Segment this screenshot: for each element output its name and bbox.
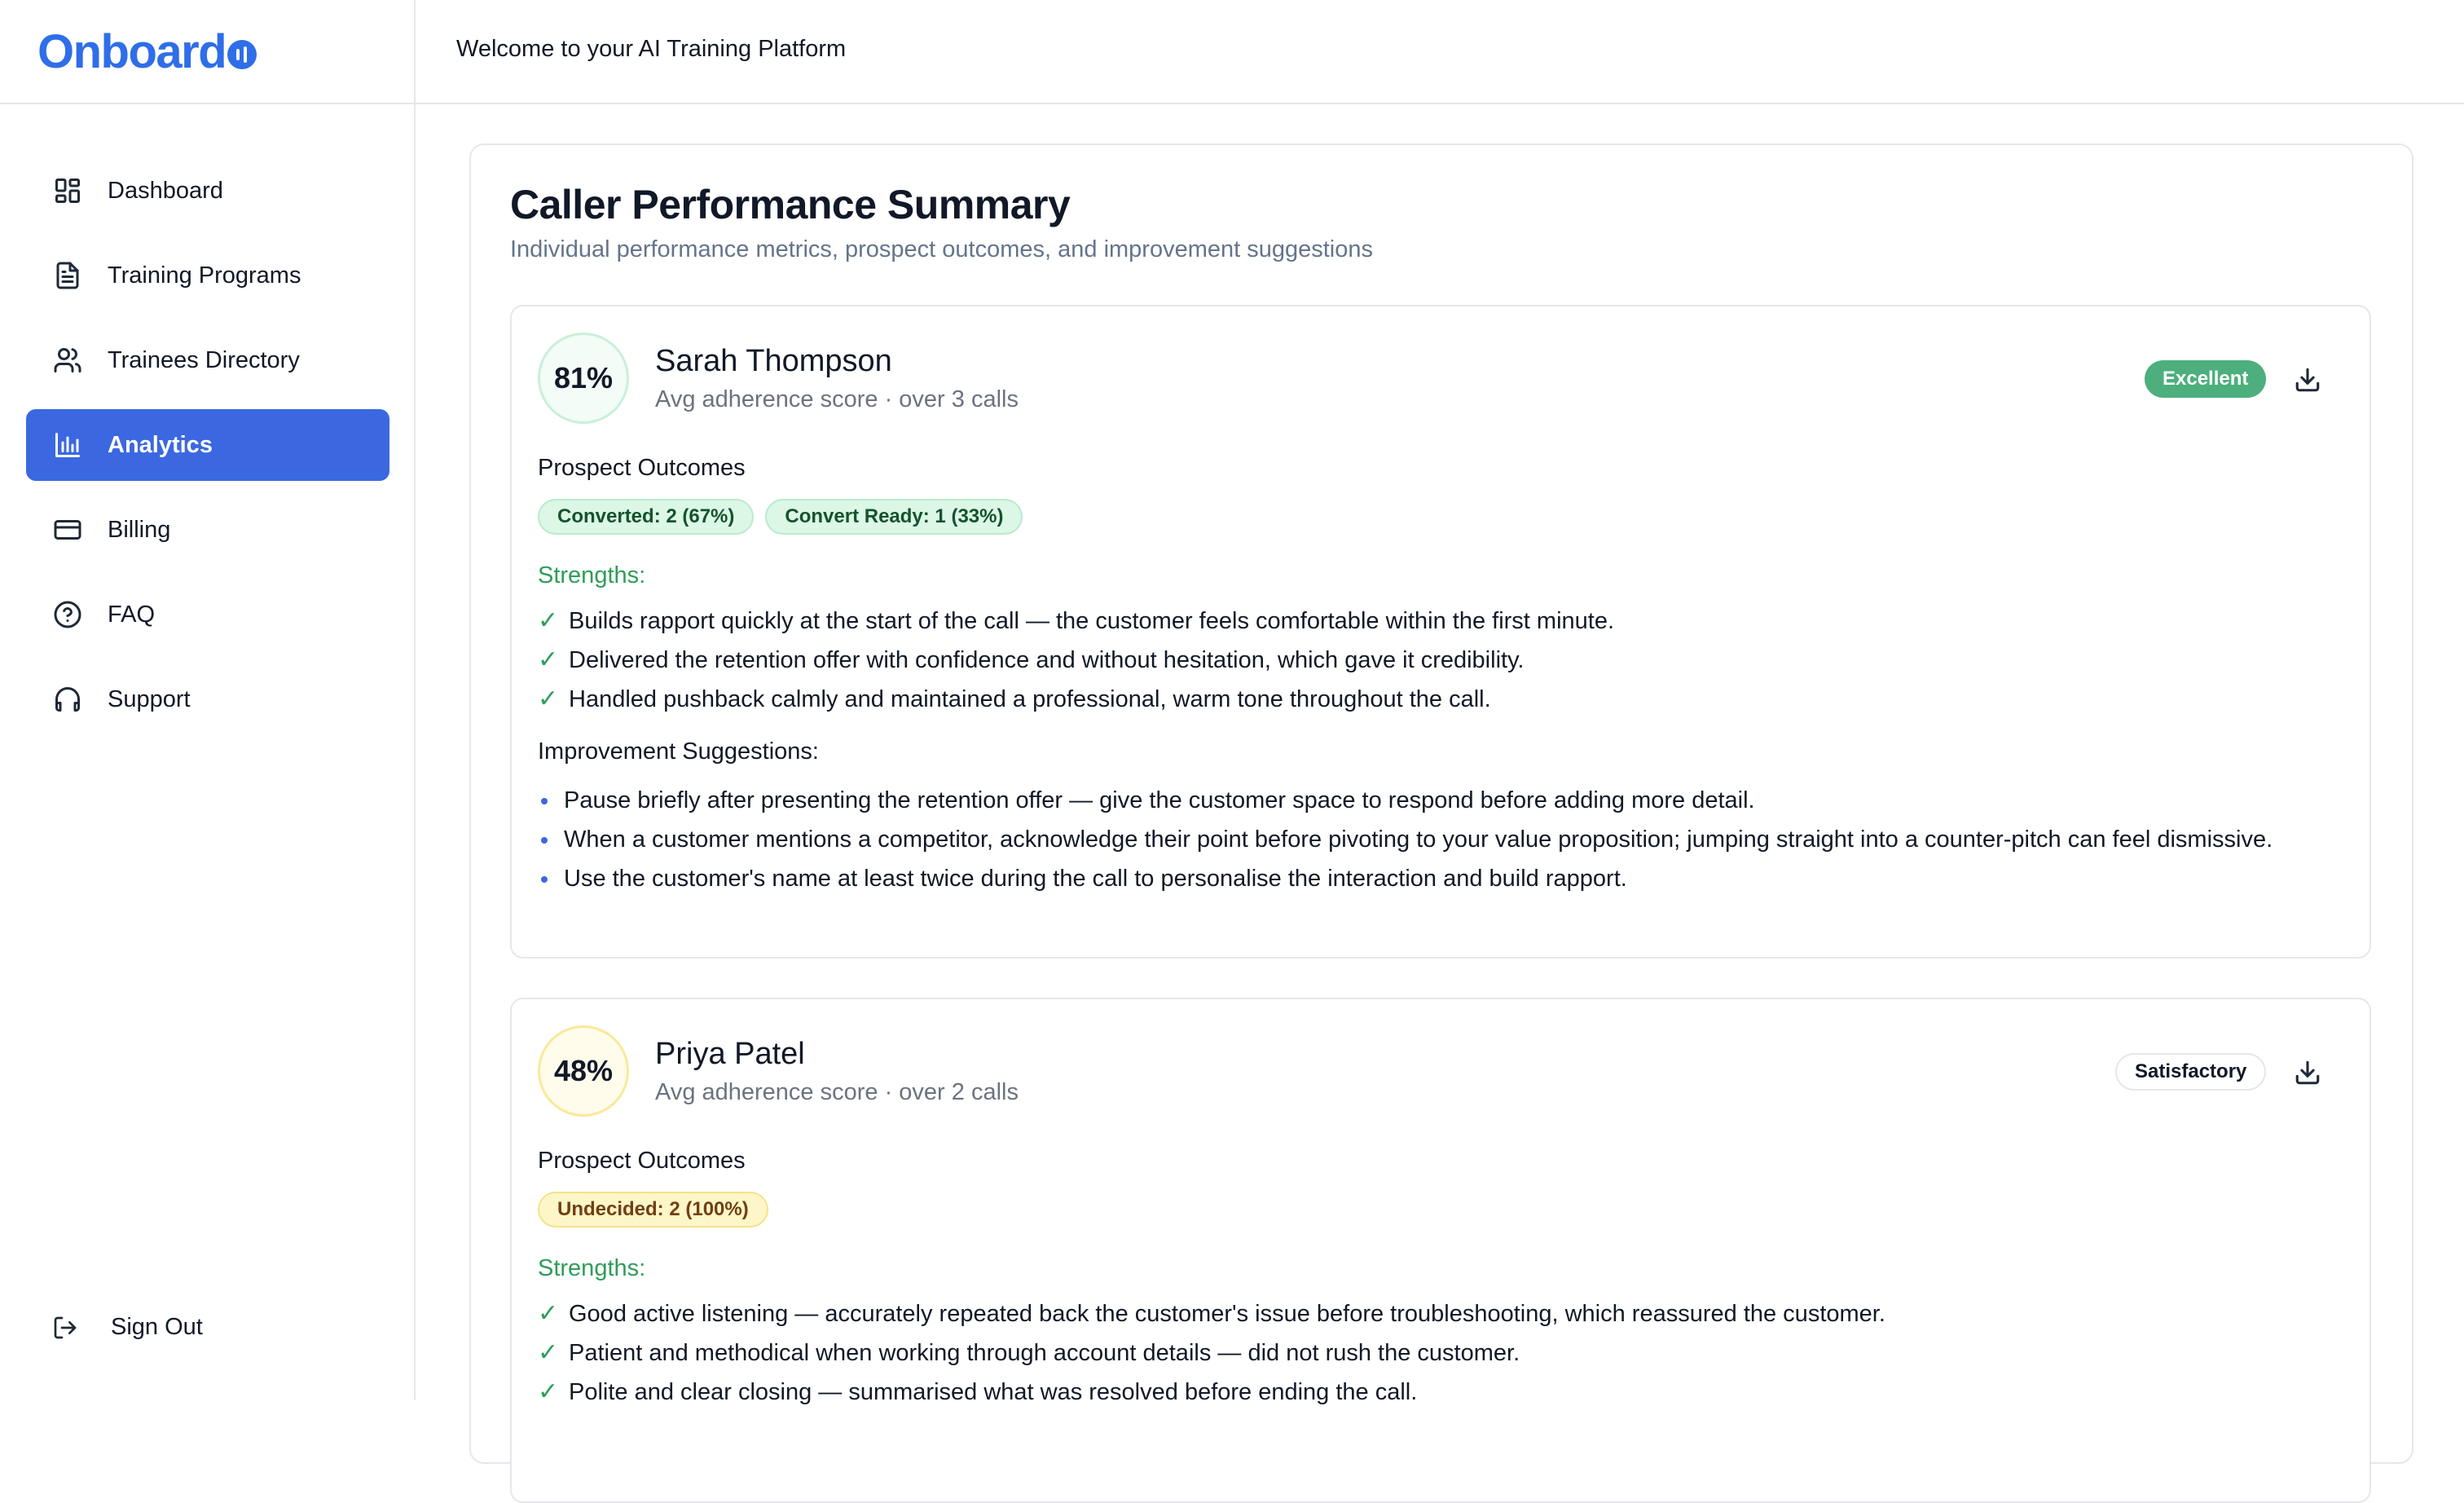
- download-icon: [2294, 1059, 2321, 1086]
- header-title: Welcome to your AI Training Platform: [456, 36, 847, 62]
- strength-text: Polite and clear closing — summarised what was resolved before ending the call.: [569, 1379, 1418, 1405]
- improvements-label: Improvement Suggestions:: [538, 738, 819, 765]
- checkmark-icon: ✓: [538, 1339, 559, 1366]
- strength-text: Patient and methodical when working through account details — did not rush the customer.: [569, 1340, 1520, 1366]
- bar-chart-icon: [52, 430, 83, 461]
- list-item: [538, 1294, 2330, 1333]
- page-subtitle: Individual performance metrics, prospect outcomes, and improvement suggestions: [510, 236, 1374, 262]
- caller-meta: Avg adherence score · over 2 calls: [655, 1079, 1019, 1105]
- sidebar-item-trainees-directory[interactable]: [26, 324, 389, 396]
- checkmark-icon: ✓: [538, 607, 559, 634]
- list-item: [538, 1373, 2330, 1412]
- caller-card: [510, 305, 2371, 959]
- strengths-list: [538, 602, 2330, 719]
- checkmark-icon: ✓: [538, 1300, 559, 1327]
- sidebar-item-dashboard[interactable]: [26, 155, 389, 227]
- sign-out-button[interactable]: [52, 1314, 203, 1341]
- sidebar: [0, 0, 416, 1400]
- checkmark-icon: ✓: [538, 685, 559, 712]
- download-button[interactable]: [2291, 364, 2324, 396]
- top-header: [416, 0, 2464, 104]
- sidebar-item-label: Dashboard: [108, 177, 223, 204]
- rating-badge: Satisfactory: [2115, 1053, 2266, 1091]
- strength-text: Delivered the retention offer with confidence and without hesitation, which gave it credibility.: [569, 647, 1525, 673]
- sign-out-label: Sign Out: [111, 1314, 203, 1340]
- bullet-icon: [538, 823, 564, 856]
- strengths-list: [538, 1294, 2330, 1412]
- logo-text: Onboard: [37, 24, 227, 78]
- sidebar-item-analytics[interactable]: [26, 409, 389, 481]
- score-circle: 81%: [538, 333, 629, 424]
- sidebar-nav: [26, 155, 389, 748]
- outcomes-label: Prospect Outcomes: [538, 455, 746, 481]
- sidebar-item-label: Billing: [108, 516, 171, 543]
- strength-text: Builds rapport quickly at the start of the call — the customer feels comfortable within the first minute.: [569, 608, 1615, 634]
- users-icon: [52, 345, 83, 376]
- outcome-pill: Converted: 2 (67%): [538, 499, 754, 535]
- sidebar-item-label: FAQ: [108, 601, 156, 628]
- list-item: [538, 862, 2330, 895]
- sidebar-item-label: Trainees Directory: [108, 346, 300, 373]
- improvement-text: Use the customer's name at least twice during the call to personalise the interaction and build rapport.: [564, 866, 1627, 892]
- sidebar-item-label: Analytics: [108, 431, 213, 458]
- strength-text: Handled pushback calmly and maintained a professional, warm tone throughout the call.: [569, 686, 1491, 712]
- caller-name: Priya Patel: [655, 1037, 805, 1071]
- list-item: [538, 823, 2330, 856]
- outcomes-label: Prospect Outcomes: [538, 1148, 746, 1174]
- strengths-label: Strengths:: [538, 1255, 646, 1281]
- improvement-text: When a customer mentions a competitor, acknowledge their point before pivoting to your value proposition; jumping straight into a counter-pitch can feel dismissive.: [564, 826, 2273, 853]
- caller-performance-panel: [469, 143, 2413, 1464]
- list-item: [538, 784, 2330, 817]
- bullet-icon: [538, 784, 564, 817]
- document-icon: [52, 260, 83, 291]
- score-circle: 48%: [538, 1025, 629, 1117]
- sign-out-icon: [52, 1315, 78, 1341]
- strengths-label: Strengths:: [538, 562, 646, 588]
- sidebar-item-support[interactable]: [26, 663, 389, 735]
- caller-meta: Avg adherence score · over 3 calls: [655, 386, 1019, 412]
- sidebar-item-billing[interactable]: [26, 494, 389, 566]
- list-item: [538, 602, 2330, 641]
- sidebar-item-faq[interactable]: [26, 579, 389, 650]
- strength-text: Good active listening — accurately repeated back the customer's issue before troubleshooting, which reassured the customer.: [569, 1301, 1885, 1327]
- sidebar-item-training-programs[interactable]: [26, 240, 389, 311]
- outcome-pills: [538, 499, 1023, 535]
- outcome-pills: [538, 1192, 768, 1228]
- page-title: Caller Performance Summary: [510, 182, 1071, 227]
- logo-mark-icon: [227, 40, 257, 69]
- checkmark-icon: ✓: [538, 646, 559, 673]
- improvement-text: Pause briefly after presenting the retention offer — give the customer space to respond before adding more detail.: [564, 787, 1755, 813]
- dashboard-icon: [52, 175, 83, 206]
- download-button[interactable]: [2291, 1056, 2324, 1089]
- headphones-icon: [52, 684, 83, 715]
- caller-name: Sarah Thompson: [655, 344, 892, 378]
- help-circle-icon: [52, 599, 83, 630]
- outcome-pill: Convert Ready: 1 (33%): [765, 499, 1023, 535]
- caller-card: [510, 998, 2371, 1503]
- checkmark-icon: ✓: [538, 1378, 559, 1405]
- onboardo-logo[interactable]: [37, 23, 257, 80]
- improvements-list: [538, 784, 2330, 901]
- list-item: [538, 1333, 2330, 1373]
- credit-card-icon: [52, 514, 83, 545]
- outcome-pill: Undecided: 2 (100%): [538, 1192, 768, 1228]
- bullet-icon: [538, 862, 564, 895]
- sidebar-item-label: Training Programs: [108, 262, 301, 289]
- rating-badge: Excellent: [2145, 360, 2266, 398]
- list-item: [538, 680, 2330, 719]
- divider: [0, 103, 416, 104]
- list-item: [538, 641, 2330, 680]
- download-icon: [2294, 366, 2321, 394]
- sidebar-item-label: Support: [108, 685, 191, 712]
